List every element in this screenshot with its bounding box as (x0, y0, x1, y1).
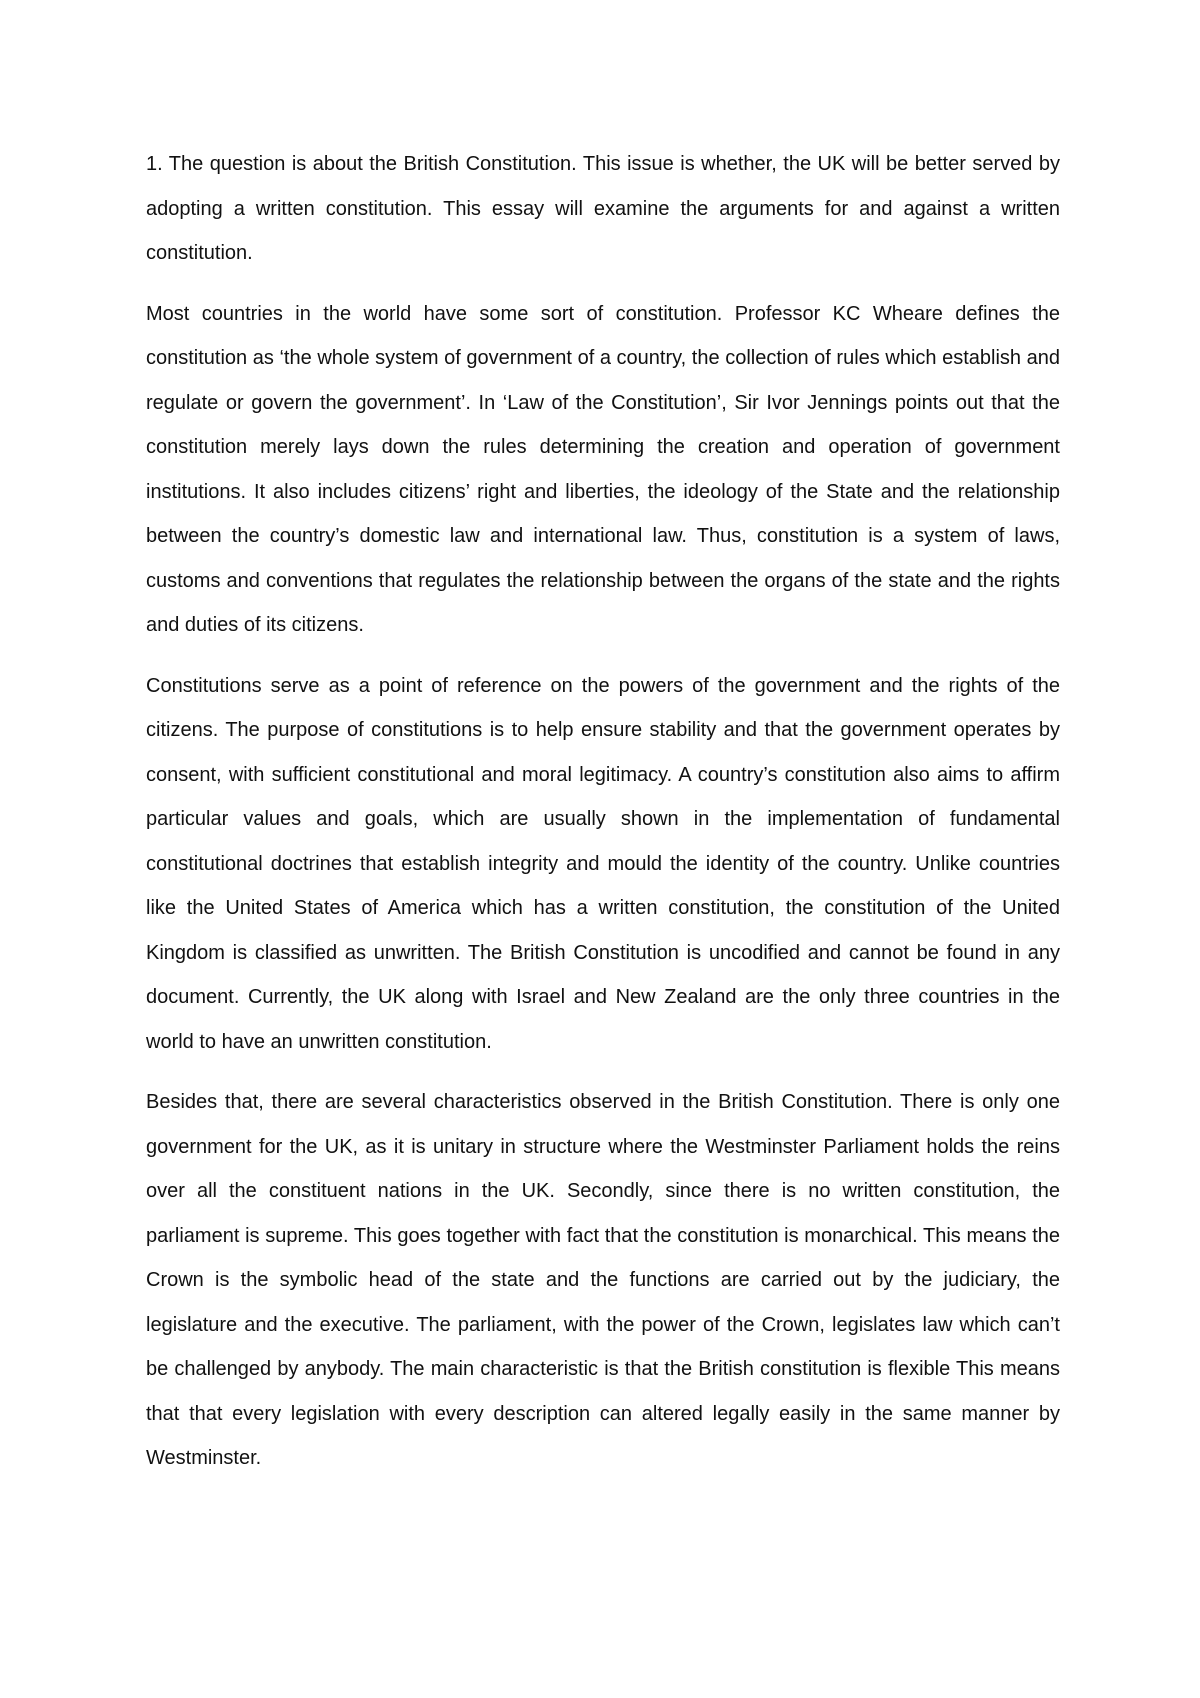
paragraph-2: Most countries in the world have some sort of constitution. Professor KC Wheare defines the constitution as ‘the whole system of government of a country, the collection of rules which establish and regulate or govern the government’. In ‘Law of the Constitution’, Sir Ivor Jennings points out that the constitution merely lays down the rules determining the creation and operation of government institutions. It also includes citizens’ right and liberties, the ideology of the State and the relationship between the country’s domestic law and international law. Thus, constitution is a system of laws, customs and conventions that regulates the relationship between the organs of the state and the rights and duties of its citizens. (146, 302, 1060, 636)
paragraph-4: Besides that, there are several characteristics observed in the British Constitution. There is only one government for the UK, as it is unitary in structure where the Westminster Parliament holds the reins over all the constituent nations in the UK. Secondly, since there is no written constitution, the parliament is supreme. This goes together with fact that the constitution is monarchical. This means the Crown is the symbolic head of the state and the functions are carried out by the judiciary, the legislature and the executive. The parliament, with the power of the Crown, legislates law which can’t be challenged by anybody. The main characteristic is that the British constitution is flexible This means that that every legislation with every description can altered legally easily in the same manner by Westminster. (146, 1091, 1060, 1469)
paragraph-3: Constitutions serve as a point of reference on the powers of the government and the rights of the citizens. The purpose of constitutions is to help ensure stability and that the government operates by consent, with sufficient constitutional and moral legitimacy. A country’s constitution also aims to affirm particular values and goals, which are usually shown in the implementation of fundamental constitutional doctrines that establish integrity and mould the identity of the country. Unlike countries like the United States of America which has a written constitution, the constitution of the United Kingdom is classified as unwritten. The British Constitution is uncodified and cannot be found in any document. Currently, the UK along with Israel and New Zealand are the only three countries in the world to have an unwritten constitution. (146, 674, 1060, 1053)
paragraph-1: 1. The question is about the British Constitution. This issue is whether, the UK will be better served by adopting a written constitution. This essay will examine the arguments for and against a written constitution. (146, 153, 1060, 264)
document-body (146, 142, 1060, 1497)
